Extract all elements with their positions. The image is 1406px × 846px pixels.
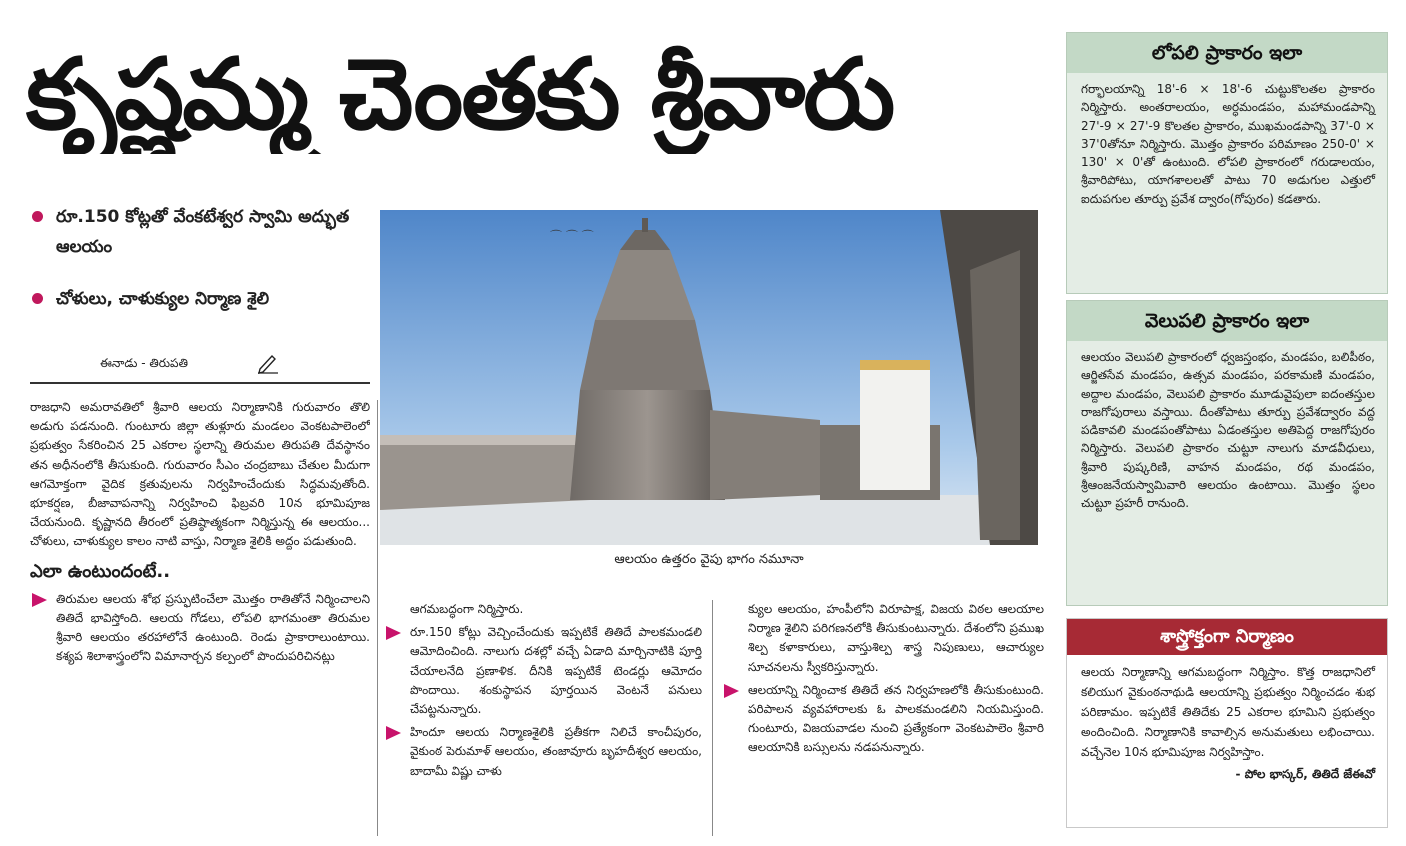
- outer-prakaram-box: [1066, 300, 1388, 606]
- summary-bullets: [30, 202, 380, 314]
- box-body: [1067, 655, 1387, 792]
- point-text: తిరుమల ఆలయ శోభ ప్రస్ఫుటించేలా మొత్తం రాతితోనే నిర్మించాలని తితిదే భావిస్తోంది. ఆలయ గోడలు, లోపలి భాగమంతా తిరుమల శ్రీవారి ఆలయం తరహాలోనే ఉంటుంది. రెండు ప్రాకారాలుంటాయి. కశ్యప శిలాశాస్త్రంలోని విమానార్చన కల్పంలో పొందుపరిచినట్లు: [56, 591, 370, 664]
- temple-photo: [380, 210, 1038, 545]
- article-point: [722, 681, 1044, 758]
- arrow-bullet-icon: [386, 626, 401, 640]
- bullet-text: రూ.150 కోట్లతో వేంకటేశ్వర స్వామి అద్భుత ఆలయం: [56, 207, 350, 257]
- point-text: రూ.150 కోట్లు వెచ్చించేందుకు ఇప్పటికే తితిదే పాలకమండలి ఆమోదించింది. నాలుగు దశల్లో వచ్చే ఏడాది మార్చినాటికి పూర్తి చేయాలనేది ప్రణాళిక. దీనికి ఇప్పటికే టెండర్లు ఆమోదం పొందాయి. శంకుస్థాపన పూర్తయిన వెంటనే పనులు చేపట్టనున్నారు.: [410, 625, 702, 717]
- bullet-text: చోళులు, చాళుక్యుల నిర్మాణ శైలి: [56, 289, 270, 309]
- column-divider: [377, 400, 378, 836]
- article-point: [30, 590, 370, 667]
- article-column-1: [30, 398, 370, 838]
- quote-box: [1066, 618, 1388, 828]
- bullet-dot-icon: [32, 211, 43, 222]
- byline-rule: [30, 382, 370, 384]
- article-continuation: ఆగమబద్ధంగా నిర్మిస్తారు.: [410, 602, 524, 616]
- bullet-dot-icon: [32, 293, 43, 304]
- point-text: ఆలయాన్ని నిర్మించాక తితిదే తన నిర్వహణలోకి తీసుకుంటుంది. పరిపాలన వ్యవహారాలకు ఓ పాలకమండలిని నియమిస్తుంది. గుంటూరు, విజయవాడల నుంచి ప్రత్యేకంగా వెంకటపాలెం శ్రీవారి ఆలయానికి బస్సులను నడపనున్నారు.: [748, 682, 1044, 755]
- box-title: వెలుపలి ప్రాకారం ఇలా: [1067, 301, 1387, 341]
- quote-text: ఆలయ నిర్మాణాన్ని ఆగమబద్ధంగా నిర్మిస్తాం. కొత్త రాజధానిలో కలియుగ వైకుంఠనాథుడి ఆలయాన్ని ప్రభుత్వం నిర్మించడం శుభ పరిణామం. ఇప్పటికే తితిదేకు 25 ఎకరాల భూమిని ప్రభుత్వం అందించింది. నిర్మాణానికి కావాల్సిన అనుమతులు లభించాయి. వచ్చేనెల 10న భూమిపూజ నిర్వహిస్తాం.: [1081, 665, 1375, 759]
- column-divider: [712, 600, 713, 836]
- headline: కృష్ణమ్మ చెంతకు శ్రీవారు: [26, 38, 894, 152]
- arrow-bullet-icon: [386, 726, 401, 740]
- bullet-item: [30, 202, 380, 262]
- bullet-item: [30, 284, 380, 314]
- article-column-3: [722, 600, 1044, 836]
- article-point: [384, 623, 702, 719]
- box-body: గర్భాలయాన్ని 18'-6 × 18'-6 చుట్టుకొలతల ప్రాకారం నిర్మిస్తారు. అంతరాలయం, అర్ధమండపం, మహామండపాన్ని 27'-9 × 27'-9 కొలతల ప్రాకారం, ముఖమండపాన్ని 37'-0 × 37'0తోనూ నిర్మిస్తారు. మొత్తం ప్రాకారం పరిమాణం 250-0' × 130' × 0'తో ఉంటుంది. లోపలి ప్రాకారంలో గరుడాలయం, శ్రీవారిపోటు, యాగశాలలతో పాటు 70 అడుగుల ఎత్తులో ఐదుపగుల తూర్పు ప్రవేశ ద్వారం(గోపురం) కడతారు.: [1081, 82, 1375, 206]
- photo-caption: ఆలయం ఉత్తరం వైపు భాగం నమూనా: [614, 552, 804, 567]
- arrow-bullet-icon: [32, 593, 47, 607]
- inner-prakaram-box: [1066, 32, 1388, 294]
- article-point: [384, 723, 702, 781]
- byline: ఈనాడు - తిరుపతి: [100, 356, 188, 370]
- article-intro: రాజధాని అమరావతిలో శ్రీవారి ఆలయ నిర్మాణానికి గురువారం తొలి అడుగు పడనుంది. గుంటూరు జిల్లా తుళ్లూరు మండలం వెంకటపాలెంలో ప్రభుత్వం సేకరించిన 25 ఎకరాల స్థలాన్ని తిరుమల తిరుపతి దేవస్థానం తన అధీనంలోకి తీసుకుంది. గురువారం సీఎం చంద్రబాబు చేతుల మీదుగా ఆగమోక్తంగా వైదిక క్రతువులను నిర్వహించేందుకు సిద్ధమవుతోంది. భూకర్షణ, బీజావాపనాన్ని నిర్వహించి ఫిబ్రవరి 10న భూమిపూజ చేయనుంది. కృష్ణానది తీరంలో ప్రతిష్ఠాత్మకంగా నిర్మిస్తున్న ఈ ఆలయం... చోళులు, చాళుక్యుల కాలం నాటి వాస్తు, నిర్మాణ శైలికి అద్దం పడుతుంది.: [30, 400, 370, 549]
- article-continuation: క్యుల ఆలయం, హంపీలోని విరూపాక్ష, విజయ విఠల ఆలయాల నిర్మాణ శైలిని పరిగణనలోకి తీసుకుంటున్నారు. దేశంలోని ప్రముఖ శిల్ప కళాకారులు, వాస్తుశిల్ప శాస్త్ర నిపుణులు, ఆచార్యుల సూచనలను స్వీకరిస్తున్నారు.: [748, 602, 1044, 674]
- pen-icon: [256, 352, 280, 374]
- svg-text:⌒ ⌒ ⌒: ⌒ ⌒ ⌒: [550, 229, 594, 243]
- sub-heading: ఎలా ఉంటుందంటే..: [30, 560, 171, 582]
- article-column-2: [384, 600, 702, 836]
- quote-author: - పోల భాస్కర్, తితిదే జేఈవో: [1235, 767, 1375, 781]
- box-title: లోపలి ప్రాకారం ఇలా: [1067, 33, 1387, 73]
- point-text: హిందూ ఆలయ నిర్మాణశైలికి ప్రతీకగా నిలిచే కాంచీపురం, వైకుంఠ పెరుమాళ్ ఆలయం, తంజావూరు బృహదీశ్వర ఆలయం, బాదామీ విష్ణు చాళు: [410, 725, 702, 778]
- box-body: ఆలయం వెలుపలి ప్రాకారంలో ధ్వజస్తంభం, మండపం, బలిపీఠం, ఆర్జితసేవ మండపం, ఉత్సవ మండపం, పరకామణి మండపం, అద్దాల మండపం, వెలుపలి ప్రాకారం మూడువైపులా ఐదంతస్తుల రాజగోపురాలు వస్తాయి. దీంతోపాటు తూర్పు ప్రవేశద్వారం వద్ద పడికావలి మండపంతోపాటు ఏడంతస్తుల అతిపెద్ద రాజగోపురం నిర్మిస్తారు. వెలుపలి ప్రాకారం చుట్టూ నాలుగు మాడవీధులు, శ్రీవారి పుష్కరిణి, వాహన మండపం, రథ మండపం, శ్రీఆంజనేయస్వామివారి ఆలయం ఉంటాయి. మొత్తం స్థలం చుట్టూ ప్రహరీ రానుంది.: [1081, 350, 1375, 511]
- arrow-bullet-icon: [724, 684, 739, 698]
- box-title: శాస్త్రోక్తంగా నిర్మాణం: [1067, 619, 1387, 655]
